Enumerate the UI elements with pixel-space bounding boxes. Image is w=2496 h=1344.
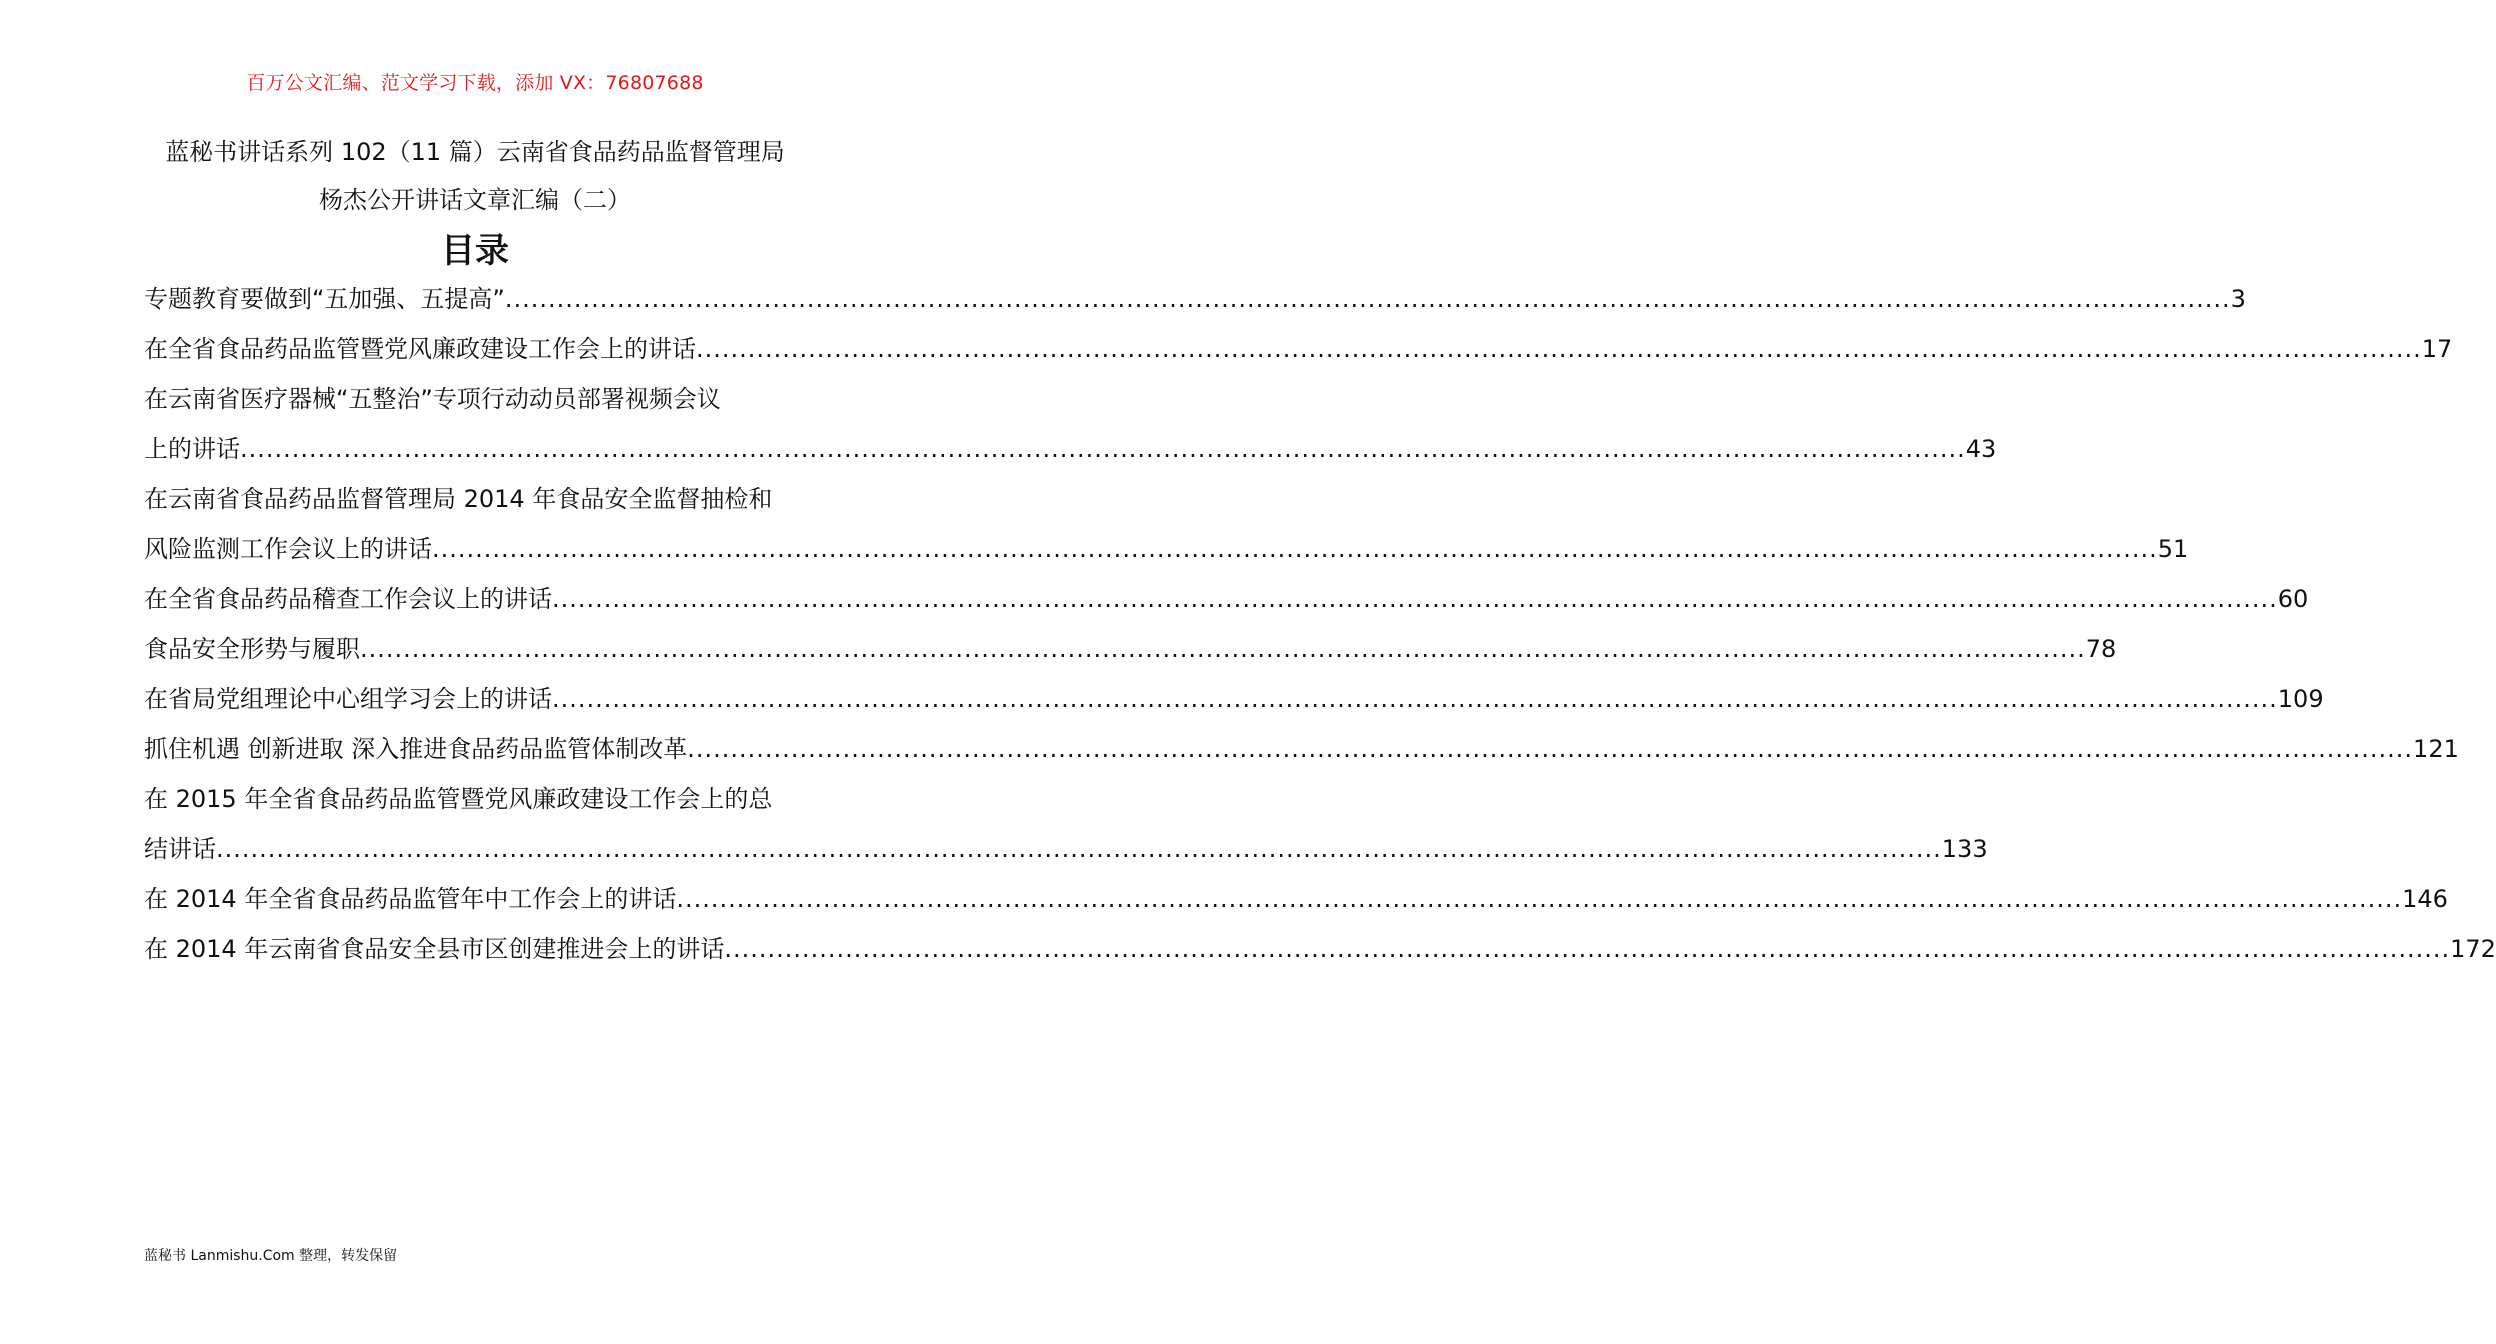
toc-entry-title: 在 2014 年全省食品药品监管年中工作会上的讲话 xyxy=(144,885,677,913)
toc-page-number: 172 xyxy=(2450,935,2496,963)
toc-entry-title: 上的讲话 xyxy=(144,435,240,463)
toc-entry-title-line-1: 在云南省食品药品监督管理局 2014 年食品安全监督抽检和 xyxy=(144,485,773,513)
toc-entry-line xyxy=(144,524,2189,574)
toc-entry[interactable] xyxy=(144,574,2309,624)
table-of-contents xyxy=(144,274,2496,974)
document-title-line-2: 杨杰公开讲话文章汇编（二） xyxy=(319,186,631,214)
footer-credit: 蓝秘书 Lanmishu.Com 整理，转发保留 xyxy=(144,1248,398,1264)
toc-leader-dots: ........................................................................................................................................................................................................ xyxy=(676,885,2403,913)
toc-leader-dots: ........................................................................................................................................................................................................ xyxy=(360,635,2086,663)
toc-leader-dots: ........................................................................................................................................................................................................ xyxy=(687,735,2414,763)
toc-entry-title: 在全省食品药品监管暨党风廉政建设工作会上的讲话 xyxy=(144,335,696,363)
toc-entry-line xyxy=(144,824,1988,874)
toc-page-number: 17 xyxy=(2421,335,2453,363)
toc-leader-dots: ........................................................................................................................................................................................................ xyxy=(552,685,2278,713)
toc-leader-dots: ........................................................................................................................................................................................................ xyxy=(432,535,2158,563)
toc-entry-line xyxy=(144,274,2246,324)
document-title xyxy=(144,128,806,224)
document-title-line-1: 蓝秘书讲话系列 102（11 篇）云南省食品药品监督管理局 xyxy=(165,138,785,166)
toc-page-number: 78 xyxy=(2085,635,2117,663)
toc-page-number: 109 xyxy=(2277,685,2324,713)
toc-page-number: 133 xyxy=(1941,835,1988,863)
toc-entry[interactable] xyxy=(144,924,2496,974)
toc-leader-dots: ........................................................................................................................................................................................................ xyxy=(552,585,2278,613)
toc-page-number: 146 xyxy=(2402,885,2448,913)
toc-entry[interactable] xyxy=(144,274,2246,324)
toc-entry-title: 专题教育要做到“五加强、五提高” xyxy=(144,285,505,313)
toc-leader-dots: ........................................................................................................................................................................................................ xyxy=(696,335,2422,363)
toc-entry-line xyxy=(144,874,2448,924)
toc-entry[interactable] xyxy=(144,774,1988,874)
toc-entry[interactable] xyxy=(144,374,1997,474)
toc-leader-dots: ........................................................................................................................................................................................................ xyxy=(504,285,2231,313)
toc-entry[interactable] xyxy=(144,724,2459,774)
toc-entry-line xyxy=(144,574,2309,624)
toc-leader-dots: ........................................................................................................................................................................................................ xyxy=(240,435,1966,463)
toc-entry-title: 风险监测工作会议上的讲话 xyxy=(144,535,432,563)
toc-entry[interactable] xyxy=(144,624,2117,674)
toc-entry-line xyxy=(144,324,2453,374)
toc-page-number: 3 xyxy=(2230,285,2246,313)
toc-entry-title: 结讲话 xyxy=(144,835,216,863)
toc-page-number: 43 xyxy=(1965,435,1997,463)
toc-entry-title: 在 2014 年云南省食品安全县市区创建推进会上的讲话 xyxy=(144,935,725,963)
toc-page-number: 121 xyxy=(2413,735,2459,763)
toc-entry-title: 食品安全形势与履职 xyxy=(144,635,360,663)
toc-entry-line xyxy=(144,624,2117,674)
toc-entry-title: 在全省食品药品稽查工作会议上的讲话 xyxy=(144,585,552,613)
toc-entry-line xyxy=(144,674,2324,724)
promo-banner-text: 百万公文汇编、范文学习下载，添加 VX：76807688 xyxy=(246,72,704,94)
toc-page-number: 60 xyxy=(2277,585,2309,613)
toc-entry-title: 抓住机遇 创新进取 深入推进食品药品监管体制改革 xyxy=(144,735,688,763)
toc-entry-title-line-1: 在云南省医疗器械“五整治”专项行动动员部署视频会议 xyxy=(144,385,721,413)
toc-leader-dots: ........................................................................................................................................................................................................ xyxy=(724,935,2451,963)
toc-entry[interactable] xyxy=(144,874,2448,924)
toc-entry[interactable] xyxy=(144,674,2324,724)
toc-entry[interactable] xyxy=(144,474,2189,574)
toc-entry[interactable] xyxy=(144,324,2453,374)
toc-page-number: 51 xyxy=(2157,535,2189,563)
toc-entry-title-line-1: 在 2015 年全省食品药品监管暨党风廉政建设工作会上的总 xyxy=(144,785,773,813)
toc-entry-line xyxy=(144,924,2496,974)
toc-entry-line xyxy=(144,724,2459,774)
toc-entry-title: 在省局党组理论中心组学习会上的讲话 xyxy=(144,685,552,713)
toc-heading: 目录 xyxy=(441,231,509,271)
toc-entry-line xyxy=(144,424,1997,474)
toc-leader-dots: ........................................................................................................................................................................................................ xyxy=(216,835,1942,863)
